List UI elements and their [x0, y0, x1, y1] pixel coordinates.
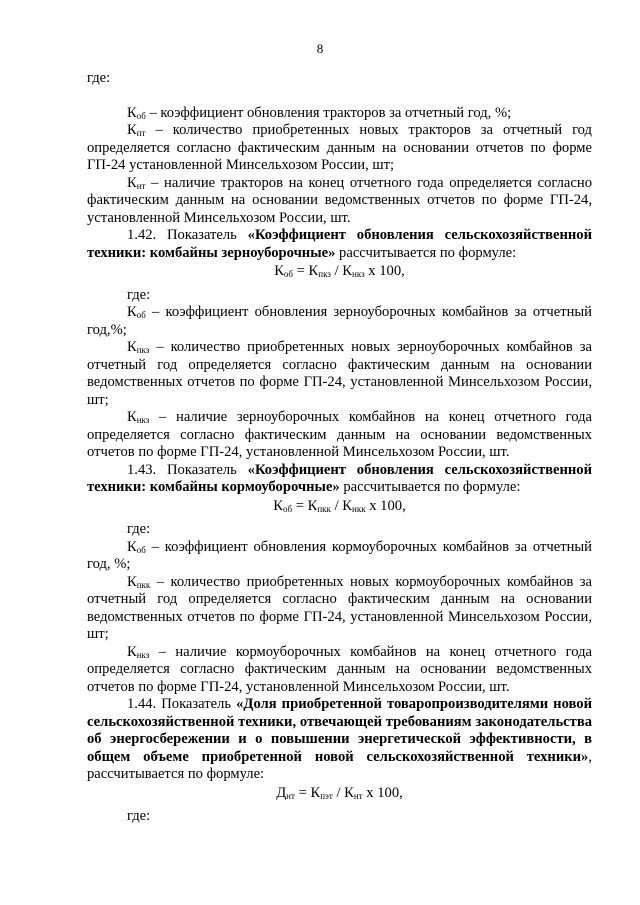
definition-1-42-k-ob: $К_{об}$ – коэффициент обновления зерноуборочных комбайнов за отчетный год,%; [87, 304, 592, 338]
formula-1-42: $К_{об} = К_{пкз} / К_{нкз}$ x 100, [274, 263, 405, 279]
definition-1-42-k-nkz: $К_{нкз}$ – наличие зерноуборочных комбайнов на конец отчетного года определяется согласно фактическим данным на основании ведомственных отчетов по форме ГП-24, установленной Минсельхозом России, шт. [87, 409, 592, 460]
document-body [87, 70, 592, 826]
definition-1-43-k-pkk: $К_{пкк}$ – количество приобретенных новых кормоуборочных комбайнов за отчетный год определяется согласно фактическим данным на основании ведомственных отчетов по форме ГП-24, установленной Минсельхозом России, шт; [87, 573, 592, 642]
section-1-43-title: «Коэффициент обновления сельскохозяйственной техники: комбайны кормоуборочные» [87, 461, 592, 495]
page-number: 8 [316, 41, 324, 56]
where-label: где: [87, 70, 111, 86]
definition-k-nt: $К_{нт}$ – наличие тракторов на конец отчетного года определяется согласно фактическим данным на основании ведомственных отчетов по форме ГП-24, установленной Минсельхозом России, шт. [87, 174, 592, 226]
definition-k-ob: $К_{об}$ – коэффициент обновления тракторов за отчетный год, %; [127, 104, 512, 121]
definition-k-pt: $К_{пт}$ – количество приобретенных новых тракторов за отчетный год определяется согласно фактическим данным на основании отчетов по форме ГП-24 установленной Минсельхозом России, шт; [87, 122, 592, 173]
section-1-44-heading: 1.44. Показатель «Доля приобретенной товаропроизводителями новой сельскохозяйственной техники, отвечающей требованиям законодательства об энергосбережении и о повышении энергетической эффективности, в общем объеме приобретенной новой сельскохозяйственной техники», рассчитывается по формуле: [87, 696, 592, 782]
definition-1-43-k-ob: $К_{об}$ – коэффициент обновления кормоуборочных комбайнов за отчетный год, %; [87, 538, 592, 572]
where-label: где: [127, 286, 151, 303]
section-1-44-title: «Доля приобретенной товаропроизводителями новой сельскохозяйственной техники, отвечающей требованиям законодательства об энергосбережении и о повышении энергетической эффективности, в общем объеме приобретенной новой сельскохозяйственной техники» [87, 696, 592, 765]
section-1-43-heading: 1.43. Показатель «Коэффициент обновления сельскохозяйственной техники: комбайны кормоуборочные» рассчитывается по формуле: [87, 461, 592, 495]
where-label: где: [127, 808, 151, 824]
formula-1-43: $К_{об} = К_{пкк} / К_{нкк}$ x 100, [273, 497, 406, 514]
section-1-42-title: «Коэффициент обновления сельскохозяйственной техники: комбайны зерноуборочные» [87, 227, 592, 261]
section-1-42-heading: 1.42. Показатель «Коэффициент обновления сельскохозяйственной техники: комбайны зерноуборочные» рассчитывается по формуле: [87, 227, 592, 261]
definition-1-42-k-pkz: $К_{пкз}$ – количество приобретенных новых зерноуборочных комбайнов за отчетный год определяется согласно фактическим данным на основании ведомственных отчетов по форме ГП-24, установленной Минсельхозом России, шт; [87, 339, 592, 408]
formula-1-44: $Д_{нт} = К_{пэт} / К_{нт}$ x 100, [276, 784, 403, 801]
where-label: где: [127, 521, 151, 537]
definition-1-43-k-nkz: $К_{нкз}$ – наличие кормоуборочных комбайнов на конец отчетного года определяется согласно фактическим данным на основании ведомственных отчетов по форме ГП-24, установленной Минсельхозом России, шт. [87, 643, 592, 695]
